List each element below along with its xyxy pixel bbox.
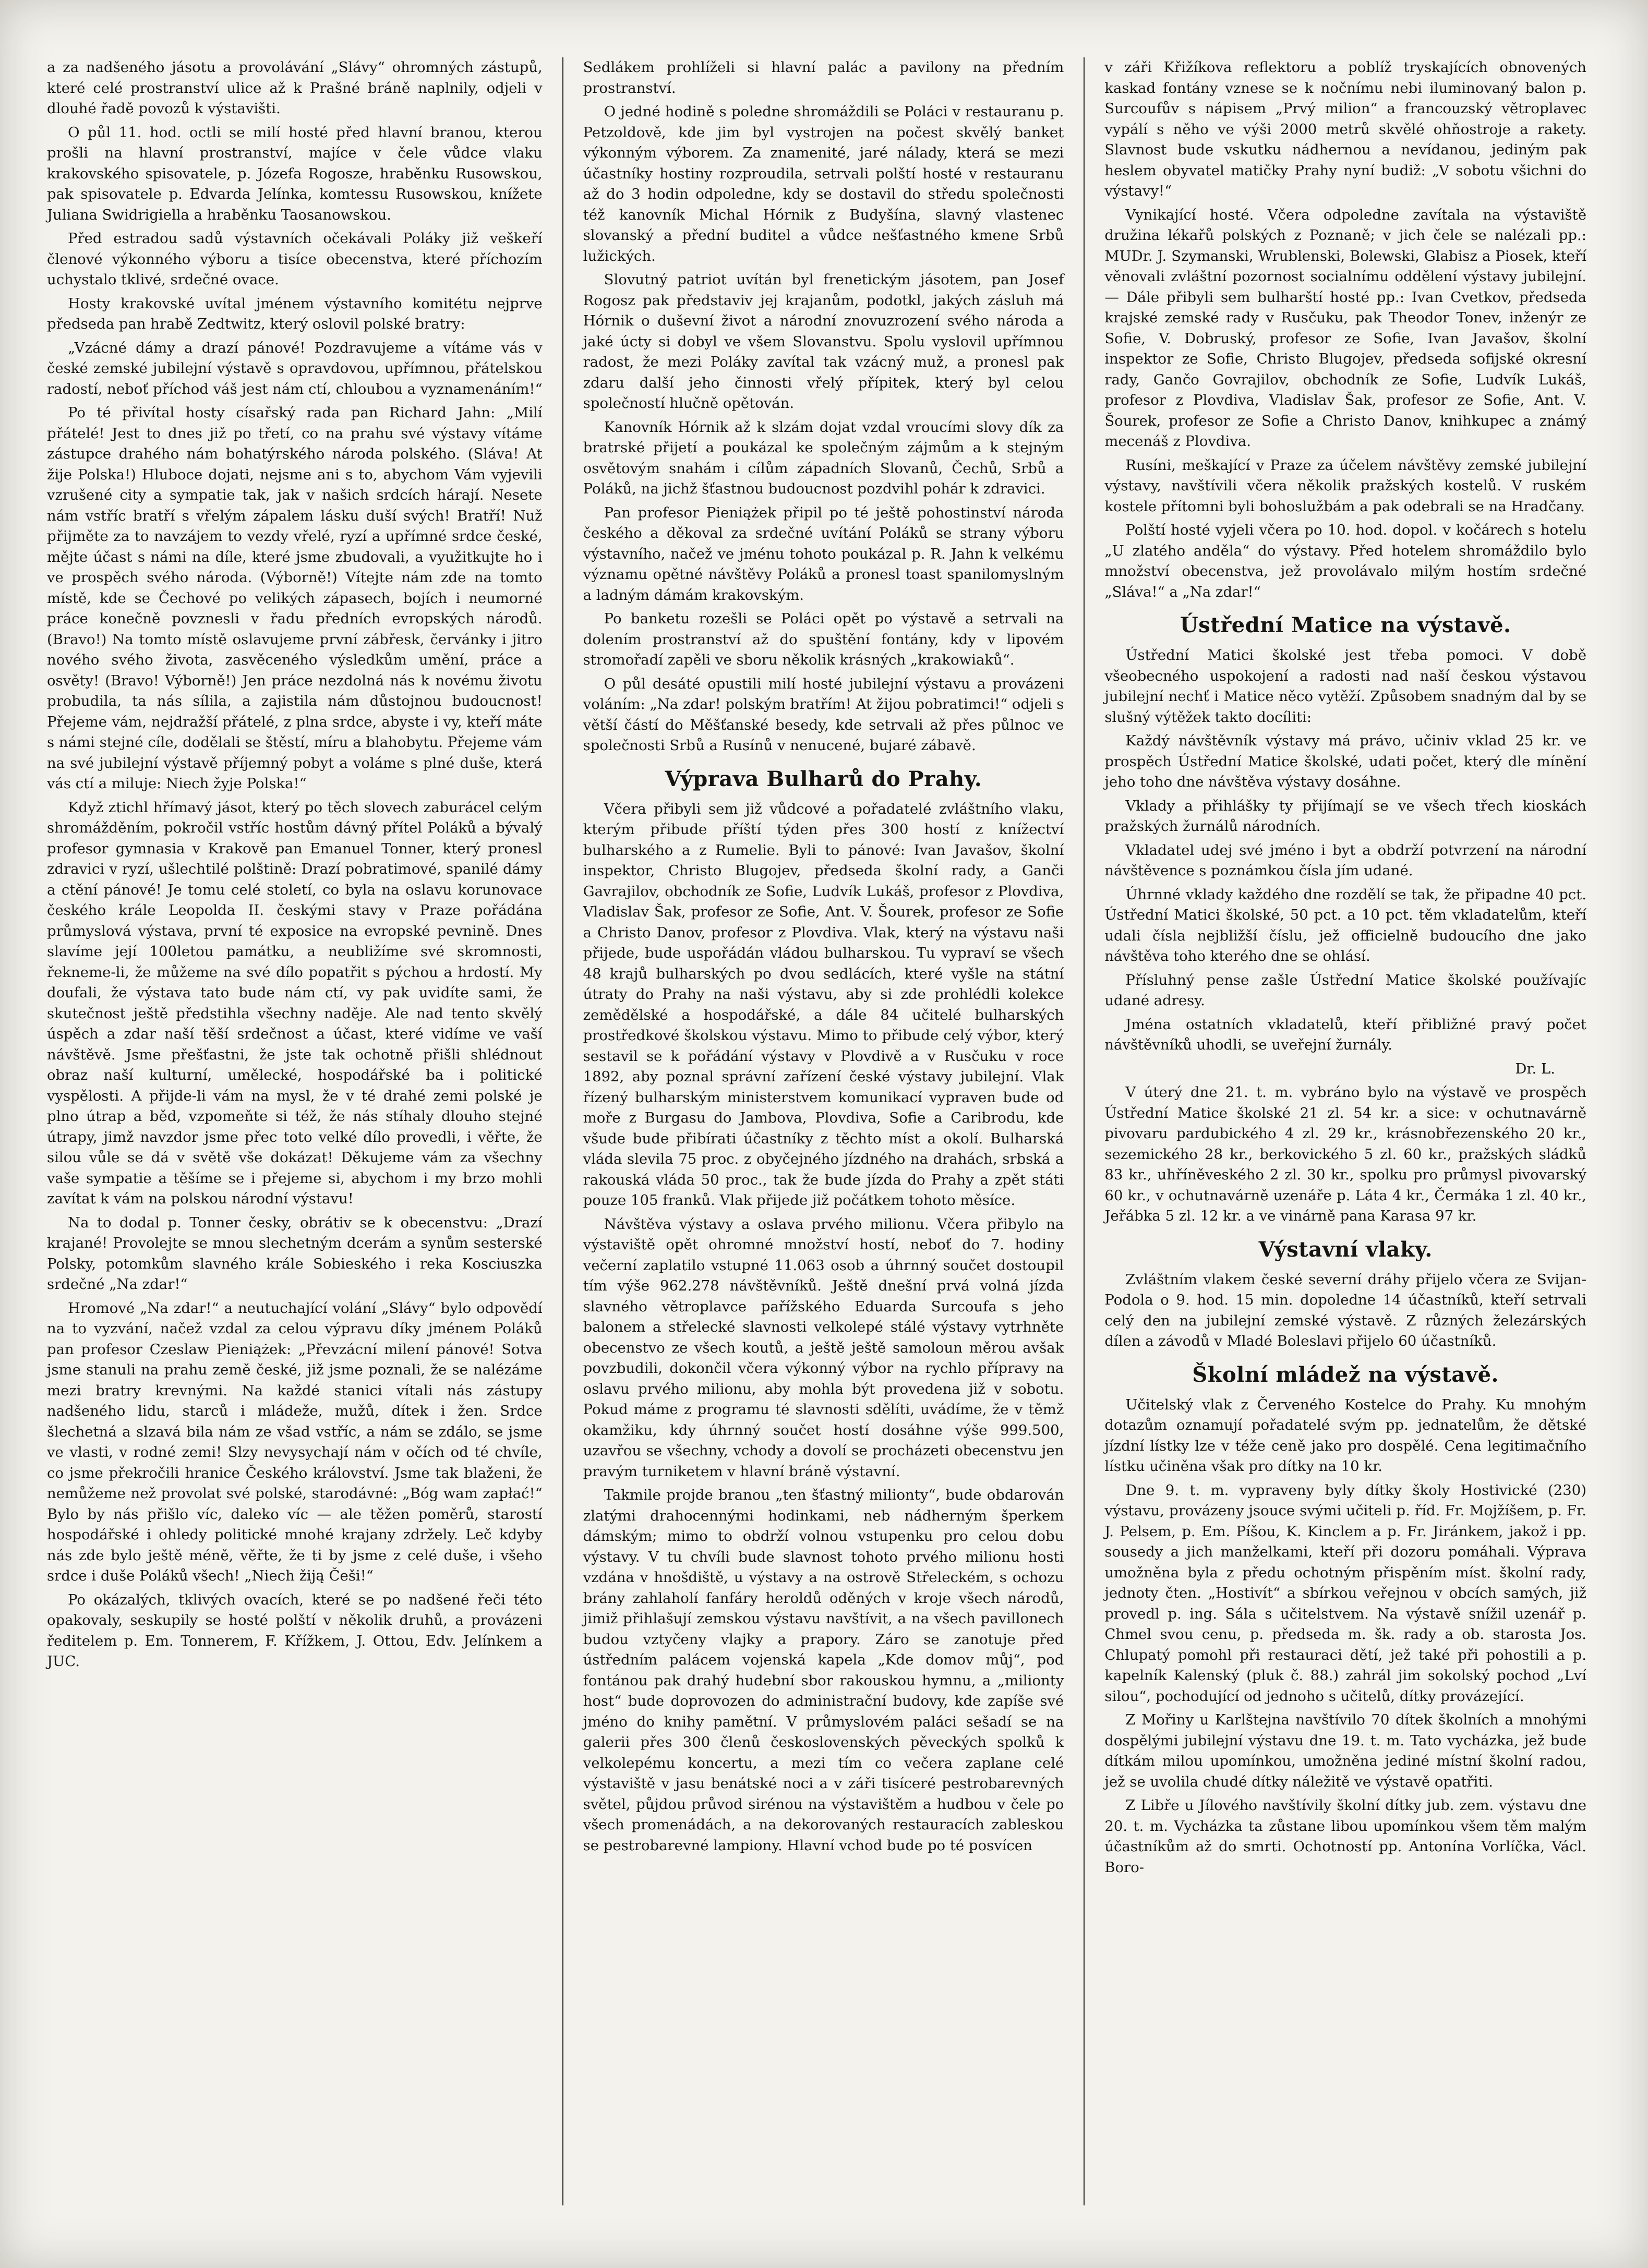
article-paragraph: Když ztichl hřímavý jásot, který po těch slovech zaburácel celým shromážděním, pokročil vstříc hostům dávný přítel Poláků a bývalý profesor gymnasia v Krakově pan Emanuel Tonner, který pronesl zdravici v ryzí, ušlechtilé polštině: Drazí pobratimové, spanilé dámy a ctění pánové! Je tomu celé století, co byla na oslavu korunovace českého krále Leopolda II. českými stavy v Praze pořádána průmyslová výstava, první té exposice na evropské pevnině. Dnes slavíme její 100letou památku, a neubližíme své skromnosti, řekneme-li, že můžeme na své dílo popatřit s pýchou a hrdostí. My doufali, že výstava tato bude nám ctí, vy pak uvidíte sami, že skutečnost ještě předstihla všechny naděje. Ale nad tento skvělý úspěch a zdar naší těší srdečnost a účast, které vidíme ve vaší návštěvě. Jsme přešťastni, že jste tak ochotně přišli shlédnout obraz naší kulturní, umělecké, hospodářské ba i politické vyspělosti. A přijde-li vám na mysl, že v té drahé zemi polské je plno útrap a běd, vzpomeňte si též, že nás stíhaly dlouho stejné útrapy, jimž navzdor jsme přec toto velké dílo provedli, i věřte, že silou vůle se dá v světě vše dokázat! Děkujeme vám za všechny vaše sympatie a těšíme se i přejeme si, abychom i my brzo mohli zavítat k vám na polskou národní výstavu! [47, 799, 543, 1207]
article-paragraph: Každý návštěvník výstavy má právo, učiniv vklad 25 kr. ve prospěch Ústřední Matice školské, udati počet, který dle mínění jeho toho dne návštěva výstavy dosáhne. [1104, 732, 1586, 790]
article-paragraph: Ústřední Matici školské jest třeba pomoci. V době všeobecného uspokojení a radosti nad naší českou výstavou jubilejní nechť i Matice něco vytěží. Způsobem snadným dal by se slušný výtěžek takto docíliti: [1104, 647, 1586, 726]
article-paragraph: Kanovník Hórnik až k slzám dojat vzdal vroucími slovy dík za bratrské přijetí a poukázal ke společným zájmům a k stejným osvětovým snahám i cílům západních Slovanů, Čechů, Srbů a Poláků, na jichž šťastnou budoucnost pozdvihl pohár k zdravici. [583, 418, 1064, 497]
article-paragraph: Z Mořiny u Karlštejna navštívilo 70 dítek školních a mnohými dospělými jubilejní výstavu dne 19. t. m. Tato vycházka, jež bude dítkám milou upomínkou, umožněna jediné místní školní radou, jež se uvolila chudé dítky náležitě ve výstavě opatřiti. [1104, 1711, 1586, 1790]
section-heading: Školní mládež na výstavě. [1192, 1362, 1499, 1387]
article-paragraph: Hosty krakovské uvítal jménem výstavního komitétu nejprve předseda pan hrabě Zedtwitz, který oslovil polské bratry: [47, 295, 543, 332]
article-paragraph: Slovutný patriot uvítán byl frenetickým jásotem, pan Josef Rogosz pak představiv jej krajanům, podotkl, jakých zásluh má Hórnik o duševní život a národní znovuzrození svého národa a jaké úcty si dobyl ve všem Slovanstvu. Spolu vyslovil upřímnou radost, že mezi Poláky zavítal tak vzácný muž, a pronesl pak zdaru další jeho činnosti vřelý přípitek, který byl celou společností hlučně opětován. [583, 271, 1064, 412]
article-paragraph: O půl 11. hod. octli se milí hosté před hlavní branou, kterou prošli na hlavní prostranství, majíce v čele vůdce vlaku krakovského spisovatele, p. Józefa Rogosze, hraběnku Rusowskou, pak spisovatele p. Edvarda Jelínka, komtessu Rusowskou, knížete Juliana Swidrigiella a hraběnku Taosanowskou. [47, 124, 543, 223]
article-paragraph: Vkladatel udej své jméno i byt a obdrží potvrzení na národní návštěvence s poznámkou čísla jím udané. [1104, 841, 1586, 879]
article-paragraph: Na to dodal p. Tonner česky, obrátiv se k obecenstvu: „Drazí krajané! Provolejte se mnou slechetným dcerám a synům sesterské Polsky, potomkům slavného krále Sobieského i reka Kosciuszka srdečné „Na zdar!“ [47, 1214, 543, 1293]
article-paragraph: Učitelský vlak z Červeného Kostelce do Prahy. Ku mnohým dotazům oznamují pořadatelé svým pp. jednatelům, že dětské jízdní lístky lze v téže ceně jako pro dospělé. Cena legitimačního lístku učiněna však pro dítky na 10 kr. [1104, 1396, 1586, 1475]
article-paragraph: V úterý dne 21. t. m. vybráno bylo na výstavě ve prospěch Ústřední Matice školské 21 zl. 54 kr. a sice: v ochutnavárně pivovaru pardubického 4 zl. 29 kr., krásnobřezenského 20 kr., sezemického 28 kr., berkovického 5 zl. 60 kr., pražských sládků 83 kr., uhříněveského 2 zl. 30 kr., spolku pro průmysl pivovarský 60 kr., v ochutnavárně uzenáře p. Láta 4 kr., Čermáka 1 zl. 40 kr., Jeřábka 5 zl. 12 kr. a ve vinárně pana Karasa 97 kr. [1104, 1084, 1586, 1224]
author-signature: Dr. L. [1515, 1060, 1555, 1077]
article-paragraph: Polští hosté vyjeli včera po 10. hod. dopol. v kočárech s hotelu „U zlatého anděla“ do výstavy. Před hotelem shromáždilo bylo množství obecenstva, jež provolávalo milým hostím srdečné „Sláva!“ a „Na zdar!“ [1104, 522, 1586, 600]
article-paragraph: Úhrnné vklady každého dne rozdělí se tak, že připadne 40 pct. Ústřední Matici školské, 50 pct. a 10 pct. těm vkladatelům, kteří udali čísla nejbližší číslu, jež officielně budoucího dne jako návštěva toho kterého dne se ohlásí. [1104, 886, 1586, 964]
article-paragraph: Vklady a přihlášky ty přijímají se ve všech třech kioskách pražských žurnálů národních. [1104, 797, 1586, 835]
section-heading: Ústřední Matice na výstavě. [1180, 613, 1511, 637]
article-paragraph: Přísluhný pense zašle Ústřední Matice školské používajíc udané adresy. [1104, 971, 1586, 1009]
article-paragraph: Hromové „Na zdar!“ a neutuchající volání „Slávy“ bylo odpovědí na to vyzvání, načež vzdal za celou výpravu díky jménem Poláků pan profesor Czeslaw Pieniążek: „Převzácní milení pánové! Sotva jsme stanuli na prahu země české, již jsme poznali, že se nalézáme mezi bratry krevnými. Na každé stanici vítali nás zástupy nadšeného lidu, starců i mládeže, mužů, dítek i žen. Srdce šlechetná a slzavá bila nám ze všad vstříc, a nám se zdálo, se jsme ve vlasti, v rodné zemi! Slzy nevysychají nám v očích od té chvíle, co jsme překročili hranice Českého království. Jsme tak blaženi, že nemůžeme než provolat své polské, starodávné: „Bóg wam zapłać!“ Bylo by nás přišlo víc, daleko víc — ale těžen poměrů, starostí hospodářské i ohledy politické mnohé krajany zdržely. Leč kdyby nás zde bylo ještě méně, věřte, že ti by jsme z celé duše, i všeho srdce i duše Poláků všech! „Niech žiją Češi!“ [47, 1299, 543, 1584]
article-paragraph: O půl desáté opustili milí hosté jubilejní výstavu a provázeni voláním: „Na zdar! polským bratřím! At žijou pobratimci!“ odjeli s větší částí do Měšťanské besedy, kde setrvali až přes půlnoc ve společnosti Srbů a Rusínů v nenucené, bujaré zábavě. [583, 675, 1064, 754]
article-paragraph: Po banketu rozešli se Poláci opět po výstavě a setrvali na dolením prostranství až do spuštění fontány, kdy v lipovém stromořadí zapěli ve sboru několik krásných „krakowiaků“. [583, 610, 1064, 668]
column-left [42, 57, 563, 2205]
column-middle [563, 57, 1085, 2205]
article-paragraph: Sedlákem prohlíželi si hlavní palác a pavilony na předním prostranství. [583, 59, 1064, 96]
column-right [1085, 57, 1606, 2205]
article-paragraph: Zvláštním vlakem české severní dráhy přijelo včera ze Svijan-Podola o 9. hod. 15 min. dopoledne 14 účastníků, kteří setrvali celý den na jubilejní zemské výstavě. Z různých železárských dílen a závodů v Mladé Boleslavi přijelo 60 účastníků. [1104, 1271, 1586, 1349]
article-paragraph: Po té přivítal hosty císařský rada pan Richard Jahn: „Milí přátelé! Jest to dnes již po třetí, co na prahu své výstavy vítáme zástupce drahého nám bohatýrského národa polského. (Sláva! At žije Polska!) Hluboce dojati, nejsme ani s to, abychom Vám vyjevili vzrušené city a sympatie tak, jak v našich srdcích hárají. Nesete nám vstříc bratří s vřelým zápalem lásku duší svých! Bratří! Nuž přijměte za to navzájem to vezdy vřelé, ryzí a upřímné srdce české, mějte účast s námi na díle, které jsme zbudovali, a využitkujte ho i ve prospěch svého národa. (Výborně!) Vítejte nám zde na tomto místě, kde se Čechové po velikých zápasech, bojích i neumorné práce konečně povznesli v řadu předních evropských národů. (Bravo!) Na tomto místě oslavujeme první zábřesk, červánky i jitro nového svého života, zasvěceného výsledkům umění, práce a osvěty! (Bravo! Výborně!) Jen práce nezdolná nás k novému životu probudila, ta nás sílila, a zajistila nám důstojnou budoucnost! Přejeme vám, nejdražší přátelé, z plna srdce, abyste i vy, kteří máte s námi stejné cíle, dodělali se štěstí, míru a blahobytu. Přejeme vám na své jubilejní výstavě příjemný pobyt a voláme s plné duše, která vás ctí a miluje: Niech žyje Polska!“ [47, 404, 543, 792]
section-heading: Výstavní vlaky. [1258, 1237, 1433, 1262]
article-paragraph: Vynikající hosté. Včera odpoledne zavítala na výstaviště družina lékařů polských z Poznaně; v jich čele se nalézali pp.: MUDr. J. Szymanski, Wrublenski, Bolewski, Glabisz a Piosek, kteří věnovali zvláštní pozornost socialnímu oddělení výstavy jubilejní. — Dále přibyli sem bulharští hosté pp.: Ivan Cvetkov, předseda krajské zemské rady v Rusčuku, pak Theodor Tonev, inženýr ze Sofie, V. Dobruský, profesor ze Sofie, Ivan Javašov, školní inspektor ze Sofie, Christo Blugojev, předseda sofijské okresní rady, Gančo Govrajilov, obchodník ze Sofie, Ludvík Lukáš, profesor z Plovdiva, Vladislav Šak, profesor ze Sofie, Ant. V. Šourek, profesor ze Sofie a Christo Danov, knihkupec a známý mecenáš z Plovdiva. [1104, 206, 1586, 450]
article-paragraph: Včera přibyli sem již vůdcové a pořadatelé zvláštního vlaku, kterým přibude příští týden přes 300 hostí z knížectví bulharského a z Rumelie. Byli to pánové: Ivan Javašov, školní inspektor, Christo Blugojev, předseda školní rady, a Ganči Gavrajilov, obchodník ze Sofie, Ludvík Lukáš, profesor z Plovdiva, Vladislav Šak, profesor ze Sofie, Ant. V. Šourek, profesor ze Sofie a Christo Danov, profesor z Plovdiva. Vlak, který na výstavu naši přijede, bude uspořádán vládou bulharskou. Tu vypraví se všech 48 krajů bulharských po dvou sedlácích, které vyšle na státní útraty do Prahy na naši výstavu, aby si zde prohlédli kolekce zemědělské a hospodářské, a dále 84 učitelé bulharských prostředkové školskou výstavu. Mimo to přibude celý výbor, který sestavil se k pořádání výstavy v Plovdivě a v Rusčuku v roce 1892, aby poznal správní zařízení české výstavy jubilejní. Vlak řízený bulharským ministerstvem komunikací vypraven bude od moře z Burgasu do Jambova, Plovdiva, Sofie a Caribrodu, kde všude bude přibírati účastníky z těchto míst a okolí. Bulharská vláda slevila 75 proc. z obyčejného jízdného na drahách, srbská a rakouská vláda 50 proc., tak že bude jízda do Prahy a zpět státi pouze 105 franků. Vlak přijede již počátkem tohoto měsíce. [583, 800, 1064, 1209]
article-paragraph: Jména ostatních vkladatelů, kteří přibližné pravý počet návštěvníků uhodli, se uveřejní žurnály. [1104, 1016, 1586, 1053]
article-paragraph: Návštěva výstavy a oslava prvého milionu. Včera přibylo na výstaviště opět ohromné množství hostí, neboť do 7. hodiny večerní zaplatilo vstupné 11.063 osob a úhrnný součet dostoupil tím výše 962.278 návštěvníků. Ještě dnešní prvá volná jízda slavného větroplavce pařížského Eduarda Surcoufa s jeho balonem a střelecké slavnosti velkolepé stálé výstavy vytrhněte obecenstvo ze všech koutů, a ještě ještě samoloun měrou avšak povzbudili, dokončil včera výkonný výbor na rychlo přípravy na oslavu prvého milionu, aby mohla být provedena již v sobotu. Pokud máme z programu té slavnosti sdělíti, uvádíme, že v těmž okamžiku, kdy úhrnný součet hostí dosáhne výše 999.500, uzavřou se všechny, vchody a dovolí se procházeti obecenstvu jen pravým turniketem v hlavní bráně výstavní. [583, 1215, 1064, 1480]
article-paragraph: Takmile projde branou „ten šťastný milionty“, bude obdarován zlatými drahocennými hodinkami, neb nádherným šperkem dámským; mimo to obdrží volnou vstupenku pro celou dobu výstavy. V tu chvíli bude slavnost tohoto prvého milionu hosti vzdána v hnošdiště, u výstavy a na ostrově Střeleckém, s ochozu brány zahlaholí fanfáry heroldů oděných v kroje všech národů, jimiž přihlašují zemskou výstavu navštívit, a na všech pavillonech budou vztyčeny vlajky a prapory. Záro se zanotuje před ústředním palácem vojenská kapela „Kde domov můj“, pod fontánou pak drahý hudební sbor rakouskou hymnu, a „milionty host“ bude doprovozen do administrační budovy, kde zapíše své jméno do knihy pamětní. V průmyslovém paláci sešadí se na galerii přes 300 členů československých pěveckých spolků k velkolepému koncertu, a mezi tím co večera zaplane celé výstaviště v jasu benátské noci a v záři tisíceré pestrobarevných světel, půjdou průvod sirénou na výstavištěm a hudbou v čele po všech promenádách, a na dekorovaných restauracích zableskou se pestrobarevné lampiony. Hlavní vchod bude po té posvícen [583, 1487, 1064, 1854]
column-grid [42, 57, 1606, 2205]
article-paragraph: O jedné hodině s poledne shromáždili se Poláci v restauranu p. Petzoldově, kde jim byl vystrojen na počest skvělý banket výkonným výborem. Za znamenité, jaré nálady, která se mezi účastníky hostiny rozproudila, setrvali polští hosté v restauranu až do 3 hodin odpoledne, kdy se dostavil do středu společnosti též kanovník Michal Hórnik z Budyšína, slavný vlastenec slovanský a přední buditel a vůdce nešťastného kmene Srbů lužických. [583, 103, 1064, 264]
article-paragraph: Před estradou sadů výstavních očekávali Poláky již veškeří členové výkonného výboru a tisíce obecenstva, které příchozím uchystalo tklivé, srdečné ovace. [47, 230, 543, 288]
article-paragraph: Z Libře u Jílového navštívily školní dítky jub. zem. výstavu dne 20. t. m. Vycházka ta zůstane libou upomínkou všem těm malým účastníkům až do smrti. Ochotností pp. Antonína Vorlíčka, Václ. Boro- [1104, 1797, 1586, 1876]
article-paragraph: Pan profesor Pieniążek připil po té ještě pohostinství národa českého a děkoval za srdečné uvítání Poláků se strany výboru výstavního, načež ve jménu tohoto poukázal p. R. Jahn k velkému významu opětné návštěvy Poláků a pronesl toast spanilomyslným a ladným dámám krakovským. [583, 504, 1064, 604]
article-paragraph: Po okázalých, tklivých ovacích, které se po nadšené řeči této opakovaly, seskupily se hosté polští v několik druhů, a provázeni ředitelem p. Em. Tonnerem, F. Křížkem, J. Ottou, Edv. Jelínkem a JUC. [47, 1591, 543, 1670]
article-paragraph: Dne 9. t. m. vypraveny byly dítky školy Hostivické (230) výstavu, provázeny jsouce svými učiteli p. říd. Fr. Mojžíšem, p. Fr. J. Pelsem, p. Em. Píšou, K. Kinclem a p. Fr. Jiránkem, jakož i pp. sousedy a jich manželkami, kteří při dozoru pomáhali. Výprava umožněna byla z předu ochotným přispěním míst. školní rady, jednoty čten. „Hostivít“ a sbírkou veřejnou v obcích samých, již provedl p. ing. Sála s učitelstvem. Na výstavě snížil uzenář p. Chmel svou cenu, p. předseda m. šk. rady a ob. starosta Jos. Chlupatý pomohl při restauraci dětí, jež také při pohostili a p. kapelník Kalenský (pluk č. 88.) zahrál jim sokolský pochod „Lví silou“, pochodující od jednoho s učitelů, dítky provázející. [1104, 1481, 1586, 1705]
article-paragraph: Rusíni, meškající v Praze za účelem návštěvy zemské jubilejní výstavy, navštívili včera několik pražských kostelů. V ruském kostele přítomni byli bohoslužbám a pak odebrali se na Hradčany. [1104, 456, 1586, 515]
article-paragraph: v záři Křižíkova reflektoru a poblíž tryskajících obnovených kaskad fontány vznese se k nočnímu nebi iluminovaný balon p. Surcoufův s nápisem „Prvý milion“ a francouzský větroplavec vypálí s něho ve výši 2000 metrů skvělé ohňostroje a rakety. Slavnost bude vskutku nádhernou a nevídanou, jediným pak heslem obyvatel matičky Prahy nyní budiž: „V sobotu všichni do výstavy!“ [1104, 59, 1586, 199]
article-paragraph: a za nadšeného jásotu a provolávání „Slávy“ ohromných zástupů, které celé prostranství ulice až k Prašné bráně naplnily, odjeli v dlouhé řadě povozů k výstavišti. [47, 59, 543, 117]
article-paragraph: „Vzácné dámy a drazí pánové! Pozdravujeme a vítáme vás v české zemské jubilejní výstavě s opravdovou, upřímnou, přátelskou radostí, neboť příchod váš jest nám ctí, chloubou a vyznamenáním!“ [47, 339, 543, 397]
section-heading: Výprava Bulharů do Prahy. [665, 766, 982, 791]
